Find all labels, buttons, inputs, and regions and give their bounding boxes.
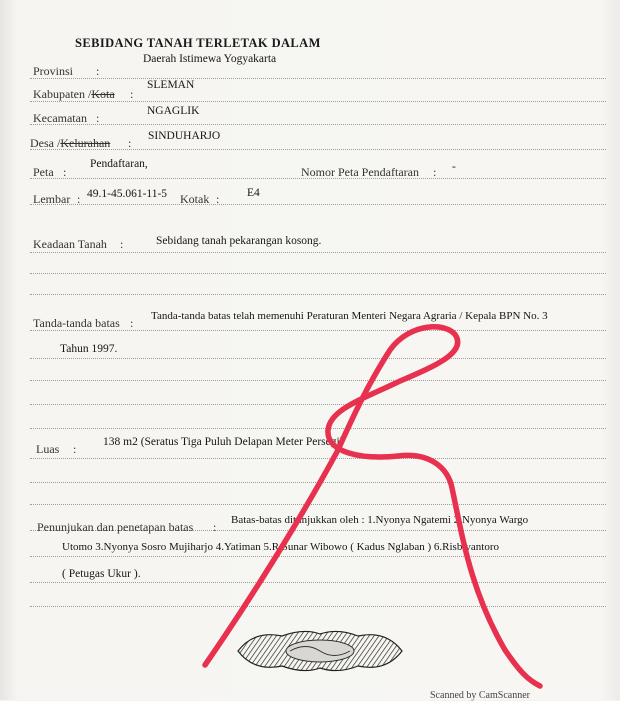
colon: : (130, 87, 134, 101)
ruling-line (30, 78, 606, 79)
ruling-line (30, 149, 606, 150)
peta-label: Peta (33, 165, 54, 179)
section-heading: SEBIDANG TANAH TERLETAK DALAM (75, 36, 321, 50)
ruling-line (30, 101, 606, 102)
kotak-value: E4 (247, 187, 260, 199)
ruling-line (30, 204, 606, 205)
luas-label: Luas (36, 442, 60, 456)
colon: : (130, 316, 134, 330)
ruling-line (30, 358, 606, 359)
provinsi-value: Daerah Istimewa Yogyakarta (143, 53, 277, 65)
penunjukan-label: Penunjukan dan penetapan batas (37, 520, 194, 534)
ruling-line (30, 458, 606, 459)
kecamatan-label: Kecamatan (33, 111, 87, 125)
colon: : (433, 165, 437, 179)
ruling-line (30, 606, 606, 607)
batas-line-1: Tanda-tanda batas telah memenuhi Peraturan Menteri Negara Agraria / Kepala BPN No. 3 (151, 310, 548, 322)
ruling-line (30, 380, 606, 381)
nomor-peta-value: - (452, 161, 456, 173)
colon: : (213, 520, 217, 534)
colon: : (77, 192, 81, 206)
colon: : (73, 442, 77, 456)
keadaan-value: Sebidang tanah pekarangan kosong. (156, 235, 322, 247)
ruling-line (30, 556, 606, 557)
colon: : (216, 192, 220, 206)
ruling-line (30, 504, 606, 505)
scanner-watermark: Scanned by CamScanner (430, 690, 530, 701)
lembar-label: Lembar (33, 192, 71, 206)
ruling-line (30, 330, 606, 331)
ruling-line (30, 404, 606, 405)
colon: : (63, 165, 67, 179)
ruling-line (30, 252, 606, 253)
ruling-line (30, 582, 606, 583)
ruling-line (30, 124, 606, 125)
kabupaten-label: Kabupaten /Kota (33, 87, 115, 101)
peta-value: Pendaftaran, (90, 158, 148, 170)
batas-label: Tanda-tanda batas (33, 316, 120, 330)
ruling-line (30, 428, 606, 429)
desa-value: SINDUHARJO (148, 130, 221, 142)
penunjukan-line-3: ( Petugas Ukur ). (62, 568, 141, 580)
lembar-value: 49.1-45.061-11-5 (87, 188, 168, 200)
kabupaten-value: SLEMAN (147, 79, 195, 91)
colon: : (96, 111, 100, 125)
provinsi-label: Provinsi (33, 64, 74, 78)
kotak-label: Kotak (180, 192, 210, 206)
ruling-line (30, 482, 606, 483)
luas-value: 138 m2 (Seratus Tiga Puluh Delapan Meter Persegi) (103, 436, 344, 448)
ruling-line (30, 294, 606, 295)
penunjukan-line-2: Utomo 3.Nyonya Sosro Mujiharjo 4.Yatiman 5.R.Sunar Wibowo ( Kadus Nglaban ) 6.Risbiyantoro (62, 541, 499, 553)
nomor-peta-label: Nomor Peta Pendaftaran (301, 165, 419, 179)
colon: : (96, 64, 100, 78)
colon: : (128, 136, 132, 150)
penunjukan-line-1: Batas-batas ditunjukkan oleh : 1.Nyonya Ngatemi 2.Nyonya Wargo (231, 514, 529, 526)
keadaan-label: Keadaan Tanah (33, 237, 107, 251)
ruling-line (30, 273, 606, 274)
desa-label: Desa /Kelurahan (30, 136, 111, 150)
colon: : (120, 237, 124, 251)
kecamatan-value: NGAGLIK (147, 105, 200, 117)
stamp-seal-icon (234, 626, 406, 676)
batas-line-2: Tahun 1997. (60, 343, 118, 355)
